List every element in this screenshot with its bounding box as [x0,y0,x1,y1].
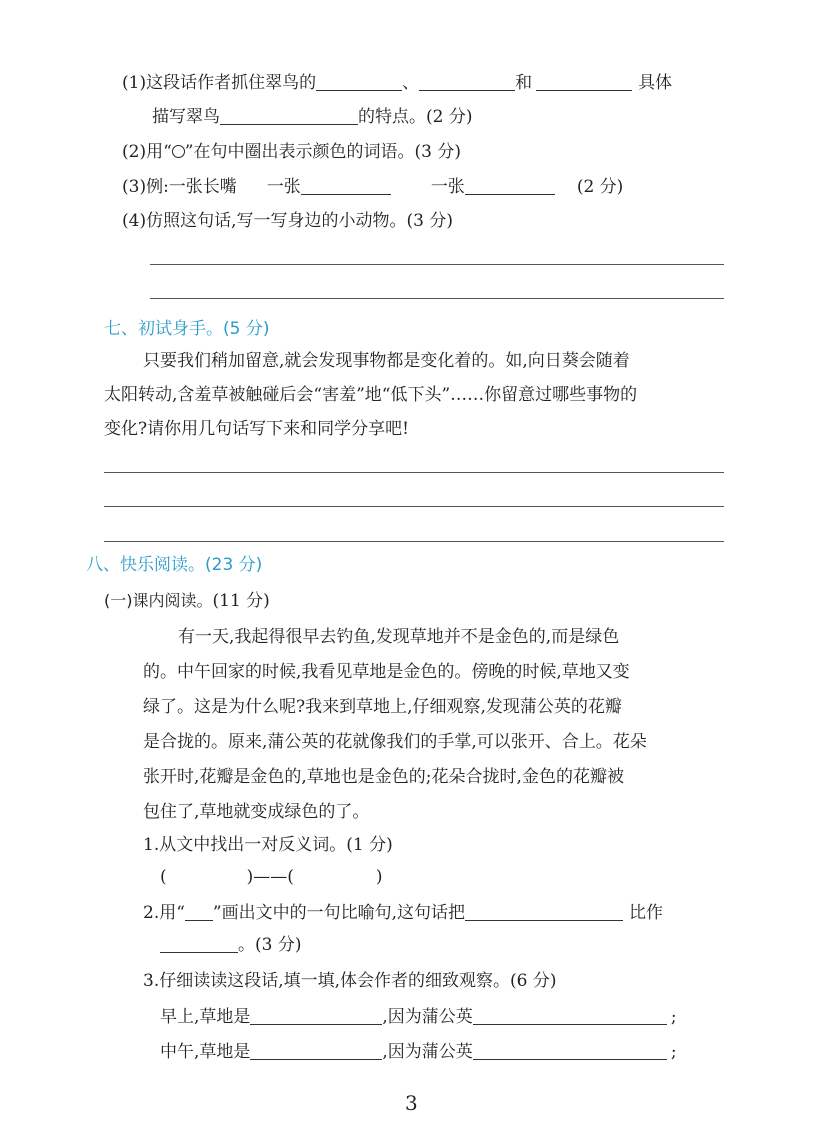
p6-q1-blank-1[interactable] [316,72,402,91]
p8-q3-noon-blank-2[interactable] [473,1041,667,1060]
p8-q1-dash: )——( [246,867,294,887]
p8-q1-answer [160,866,383,888]
p8-q2-text-c: 比作 [629,903,664,923]
p6-answer-line-2[interactable] [150,298,724,299]
p8-q2-text-d: 。(3 分) [238,935,302,955]
p8-q1: 1.从文中找出一对反义词。(1 分) [143,835,393,855]
p8-q3-noon [160,1041,677,1063]
p8-q2-blank-2[interactable] [160,934,238,953]
p6-q3-example: (3)例:一张长嘴 [122,177,237,197]
p8-q2-line2 [160,934,301,956]
p8-q2-underline-mark [185,902,213,921]
p8-q2-blank-1[interactable] [465,902,623,921]
p8-q3-morning-blank-1[interactable] [250,1006,382,1025]
passage-line-2: 的。中午回家的时候,我看见草地是金色的。傍晚的时候,草地又变 [143,662,630,682]
p6-q3-score: (2 分) [576,177,624,197]
p8-q1-paren-open: ( [160,867,167,887]
p7-answer-line-3[interactable] [104,541,724,542]
p8-q3-morning-end: ; [670,1007,677,1027]
p8-q3: 3.仔细读读这段话,填一填,体会作者的细致观察。(6 分) [143,971,557,991]
p6-q1-blank-4[interactable] [220,106,358,125]
p8-q3-noon-end: ; [670,1042,677,1062]
p6-q2 [122,141,461,163]
p7-paragraph-line-1: 只要我们稍加留意,就会发现事物都是变化着的。如,向日葵会随着 [143,351,630,371]
p6-q1-blank-2[interactable] [419,72,515,91]
passage-line-4: 是合拢的。原来,蒲公英的花就像我们的手掌,可以张开、合上。花朵 [143,732,647,752]
p6-q3-prefix-2: 一张 [430,177,465,197]
p8-q3-noon-label: 中午,草地是 [160,1042,251,1062]
section-7-title: 七、初试身手。(5 分) [104,319,270,339]
section-8-title: 八、快乐阅读。(23 分) [86,555,263,575]
p6-q1-text-c: 的特点。(2 分) [358,107,473,127]
passage-line-3: 绿了。这是为什么呢?我来到草地上,仔细观察,发现蒲公英的花瓣 [143,697,622,717]
p8-q3-morning-blank-2[interactable] [473,1006,667,1025]
p6-q1-sep1: 、 [402,73,420,93]
p6-q2-text-a: (2)用“ [122,142,172,162]
p6-answer-line-1[interactable] [150,264,724,265]
p6-q3-prefix-1: 一张 [266,177,301,197]
p7-paragraph-line-3: 变化?请你用几句话写下来和同学分享吧! [104,419,409,439]
p6-q1-line1 [122,72,672,94]
p6-q1-end: 具体 [638,73,673,93]
page-number: 3 [405,1091,418,1115]
p8-sub-score: (11 分) [212,591,270,611]
p6-q1-line2 [152,106,472,128]
p8-q2-text-b: ”画出文中的一句比喻句,这句话把 [212,903,466,923]
p6-q1-blank-3[interactable] [536,72,632,91]
p8-subsection-title [104,590,270,612]
p6-q3 [122,176,623,198]
p8-sub-title: (一)课内阅读。 [104,591,213,610]
p8-q3-noon-because: ,因为蒲公英 [382,1042,473,1062]
p6-q1-sep2: 和 [515,73,533,93]
p6-q3-blank-2[interactable] [465,176,555,195]
p8-q3-morning-label: 早上,草地是 [160,1007,251,1027]
p7-answer-line-2[interactable] [104,506,724,507]
p6-q3-blank-1[interactable] [301,176,391,195]
p6-q1-text-b: 描写翠鸟 [152,107,220,127]
p6-q2-text-b: ”在句中圈出表示颜色的词语。(3 分) [184,142,461,162]
p8-q1-paren-close: ) [375,867,383,887]
p6-q1-text: (1)这段话作者抓住翠鸟的 [122,73,317,93]
p8-q2-text-a: 2.用“ [143,903,185,923]
p8-q3-morning [160,1006,677,1028]
passage-line-1: 有一天,我起得很早去钓鱼,发现草地并不是金色的,而是绿色 [178,627,620,647]
p8-q3-morning-because: ,因为蒲公英 [382,1007,473,1027]
p8-q3-noon-blank-1[interactable] [250,1041,382,1060]
circle-icon [172,145,185,158]
p7-paragraph-line-2: 太阳转动,含羞草被触碰后会“害羞”地“低下头”……你留意过哪些事物的 [104,385,638,405]
passage-line-6: 包住了,草地就变成绿色的了。 [143,802,370,822]
p6-q4: (4)仿照这句话,写一写身边的小动物。(3 分) [122,211,453,231]
p8-q2-line1 [143,902,663,924]
passage-line-5: 张开时,花瓣是金色的,草地也是金色的;花朵合拢时,金色的花瓣被 [143,767,624,787]
p7-answer-line-1[interactable] [104,472,724,473]
